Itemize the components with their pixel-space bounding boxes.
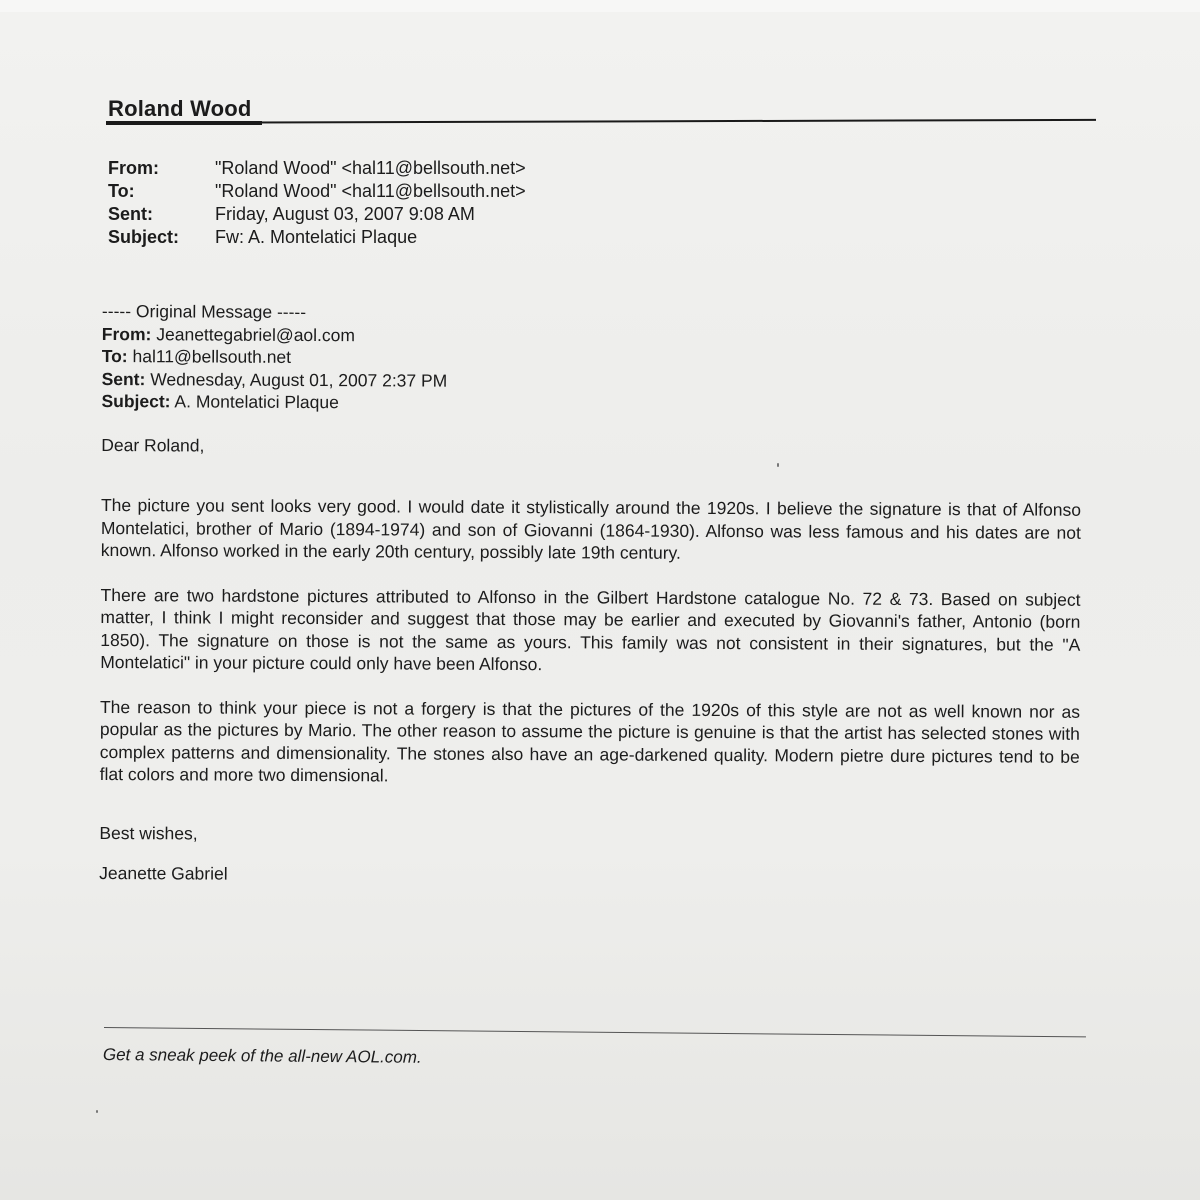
footer-note: Get a sneak peek of the all-new AOL.com. [102, 1045, 422, 1067]
header-value: Friday, August 03, 2007 9:08 AM [215, 204, 475, 224]
original-label: Subject: [101, 390, 171, 412]
original-value: Wednesday, August 01, 2007 2:37 PM [150, 368, 448, 391]
signature: Jeanette Gabriel [99, 862, 228, 884]
header-label: Sent: [108, 204, 153, 224]
heading-rule [106, 119, 1096, 124]
header-row-sent [108, 203, 526, 226]
header-label: Subject: [108, 227, 180, 247]
header-label: From: [108, 158, 159, 178]
email-header [108, 157, 526, 249]
paper-speck [96, 1110, 98, 1113]
original-label: To: [101, 345, 128, 367]
closing: Best wishes, [99, 822, 198, 843]
footer-rule [104, 1027, 1086, 1037]
original-label: Sent: [101, 368, 146, 389]
paragraph-catalogue: There are two hardstone pictures attributed to Alfonso in the Gilbert Hardstone catalogue No. 72 & 73. Based on subject matter, I think I might reconsider and suggest that those may be earlier and executed by Giovanni's father, Antonio (born 1850). The signature on those is not the same as yours. This family was not consistent in their signatures, but the "A Montelatici" in your picture could only have been Alfonso. [100, 584, 1081, 675]
original-value: A. Montelatici Plaque [174, 391, 339, 413]
original-value: hal11@bellsouth.net [132, 346, 292, 367]
header-row-to [108, 180, 526, 203]
page-top-edge [0, 0, 1200, 12]
paragraph-authenticity: The reason to think your piece is not a forgery is that the pictures of the 1920s of this style are not as well known nor as popular as the pictures by Mario. The other reason to assume the picture is genuine is that the artist has selected stones with complex patterns and dimensionality. The stones also have an age-darkened quality. Modern pietre dure pictures tend to be flat colors and more two dimensional. [99, 696, 1081, 786]
original-subject-line [101, 390, 1081, 417]
header-label: To: [108, 181, 135, 201]
header-row-from [108, 157, 526, 180]
header-value: "Roland Wood" <hal11@bellsouth.net> [215, 158, 526, 178]
header-value: Fw: A. Montelatici Plaque [215, 227, 418, 247]
paper-speck [777, 463, 779, 467]
header-row-subject [108, 226, 526, 249]
original-value: Jeanettegabriel@aol.com [156, 323, 356, 345]
greeting: Dear Roland, [101, 434, 205, 456]
sender-heading: Roland Wood [108, 96, 252, 121]
email-body [99, 300, 1082, 889]
original-label: From: [101, 323, 152, 344]
header-value: "Roland Wood" <hal11@bellsouth.net> [215, 181, 526, 201]
paragraph-attribution: The picture you sent looks very good. I would date it stylistically around the 1920s. I believe the signature is that of Alfonso Montelatici, brother of Mario (1894-1974) and son of Giovanni (1864-1930). Alfonso was less famous and his dates are not known. Alfonso worked in the early 20th century, possibly late 19th century. [100, 494, 1082, 563]
original-message-separator: ----- Original Message ----- [101, 301, 307, 322]
